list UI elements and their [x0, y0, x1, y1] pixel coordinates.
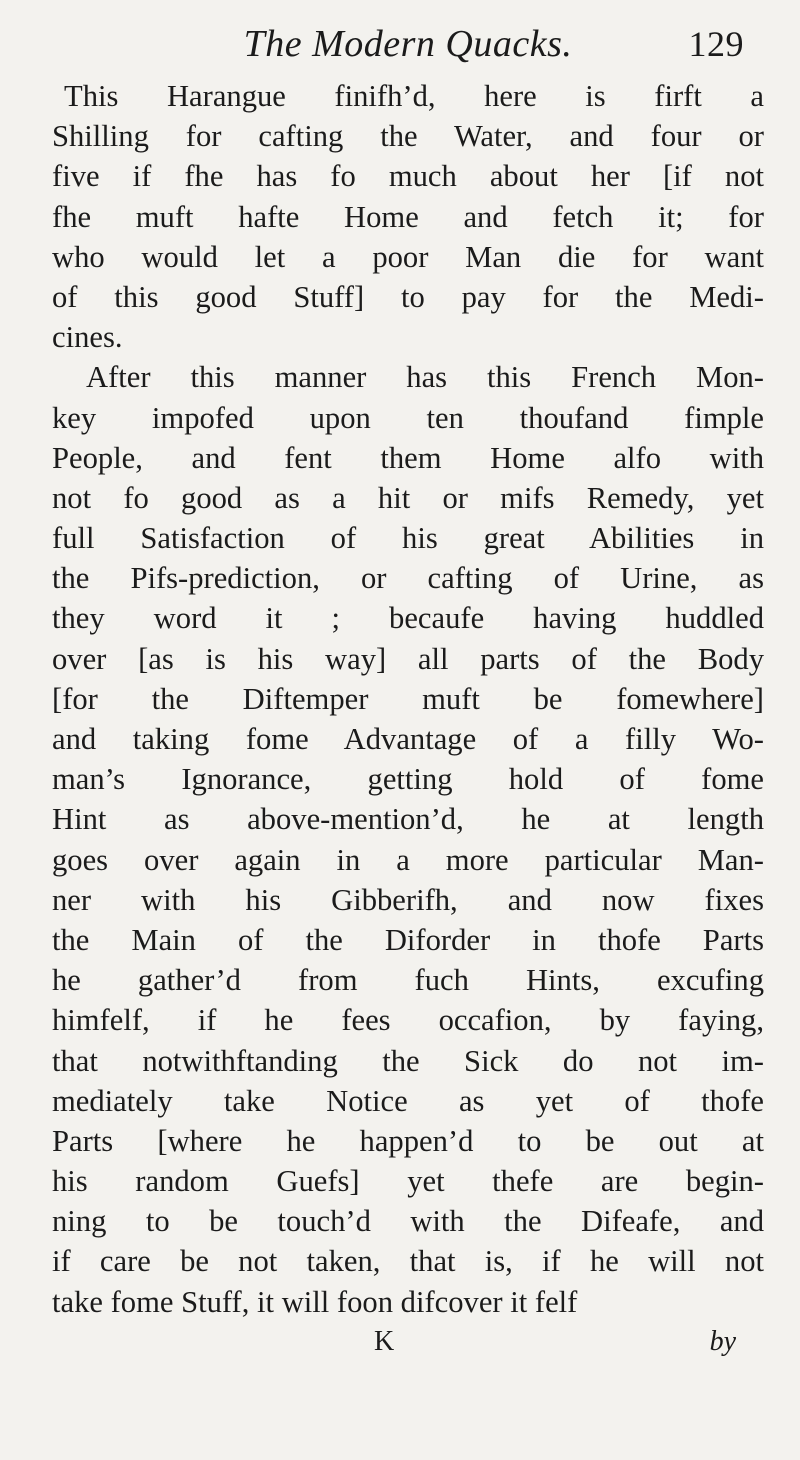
text-line: he gather’d from fuch Hints, excufing	[52, 963, 764, 998]
text-line: over [as is his way] all parts of the Body	[52, 641, 764, 676]
text-line: This Harangue finifh’d, here is firft a	[64, 79, 764, 113]
page-number: 129	[688, 24, 744, 64]
catchword: by	[709, 1325, 736, 1357]
text-line: goes over again in a more particular Man-	[52, 842, 764, 877]
body-text	[52, 76, 764, 1322]
text-line: ning to be touch’d with the Difeafe, and	[52, 1204, 764, 1239]
signature-mark: K	[374, 1325, 395, 1357]
text-line: his random Guefs] yet thefe are begin-	[52, 1164, 764, 1199]
text-line: and taking fome Advantage of a filly Wo-	[52, 722, 764, 756]
text-line: [for the Diftemper muft be fomewhere]	[52, 681, 764, 716]
page-footer	[52, 1322, 764, 1362]
text-line: of this good Stuff] to pay for the Medi-	[52, 279, 764, 314]
text-line: People, and fent them Home alfo with	[52, 440, 764, 475]
text-line: himfelf, if he fees occafion, by faying,	[52, 1003, 764, 1038]
text-line: ner with his Gibberifh, and now fixes	[52, 882, 764, 917]
text-line: After this manner has this French Mon-	[86, 360, 764, 395]
text-line: take fome Stuff, it will foon difcover it felf	[52, 1284, 578, 1319]
running-title: The Modern Quacks.	[243, 23, 573, 65]
text-line: that notwithftanding the Sick do not im-	[52, 1043, 764, 1078]
text-line: fhe muft hafte Home and fetch it; for	[52, 199, 764, 234]
text-line: man’s Ignorance, getting hold of fome	[52, 762, 764, 797]
text-line: mediately take Notice as yet of thofe	[52, 1083, 764, 1118]
text-line: key impofed upon ten thoufand fimple	[52, 400, 764, 435]
paragraph	[52, 357, 764, 1322]
text-line: Hint as above-mention’d, he at length	[52, 802, 764, 837]
text-line: who would let a poor Man die for want	[52, 239, 764, 274]
text-line: the Main of the Diforder in thofe Parts	[52, 922, 764, 957]
paragraph	[52, 76, 764, 357]
running-header	[52, 14, 764, 74]
text-line: five if fhe has fo much about her [if not	[52, 159, 764, 194]
text-line: not fo good as a hit or mifs Remedy, yet	[52, 480, 764, 515]
text-line: if care be not taken, that is, if he will not	[52, 1244, 764, 1279]
text-line: cines.	[52, 320, 123, 355]
text-line: Shilling for cafting the Water, and four or	[52, 119, 764, 154]
text-line: they word it ; becaufe having huddled	[52, 601, 764, 636]
text-line: the Pifs-prediction, or cafting of Urine, as	[52, 561, 764, 596]
text-line: Parts [where he happen’d to be out at	[52, 1123, 764, 1158]
text-line: full Satisfaction of his great Abilities in	[52, 521, 764, 556]
